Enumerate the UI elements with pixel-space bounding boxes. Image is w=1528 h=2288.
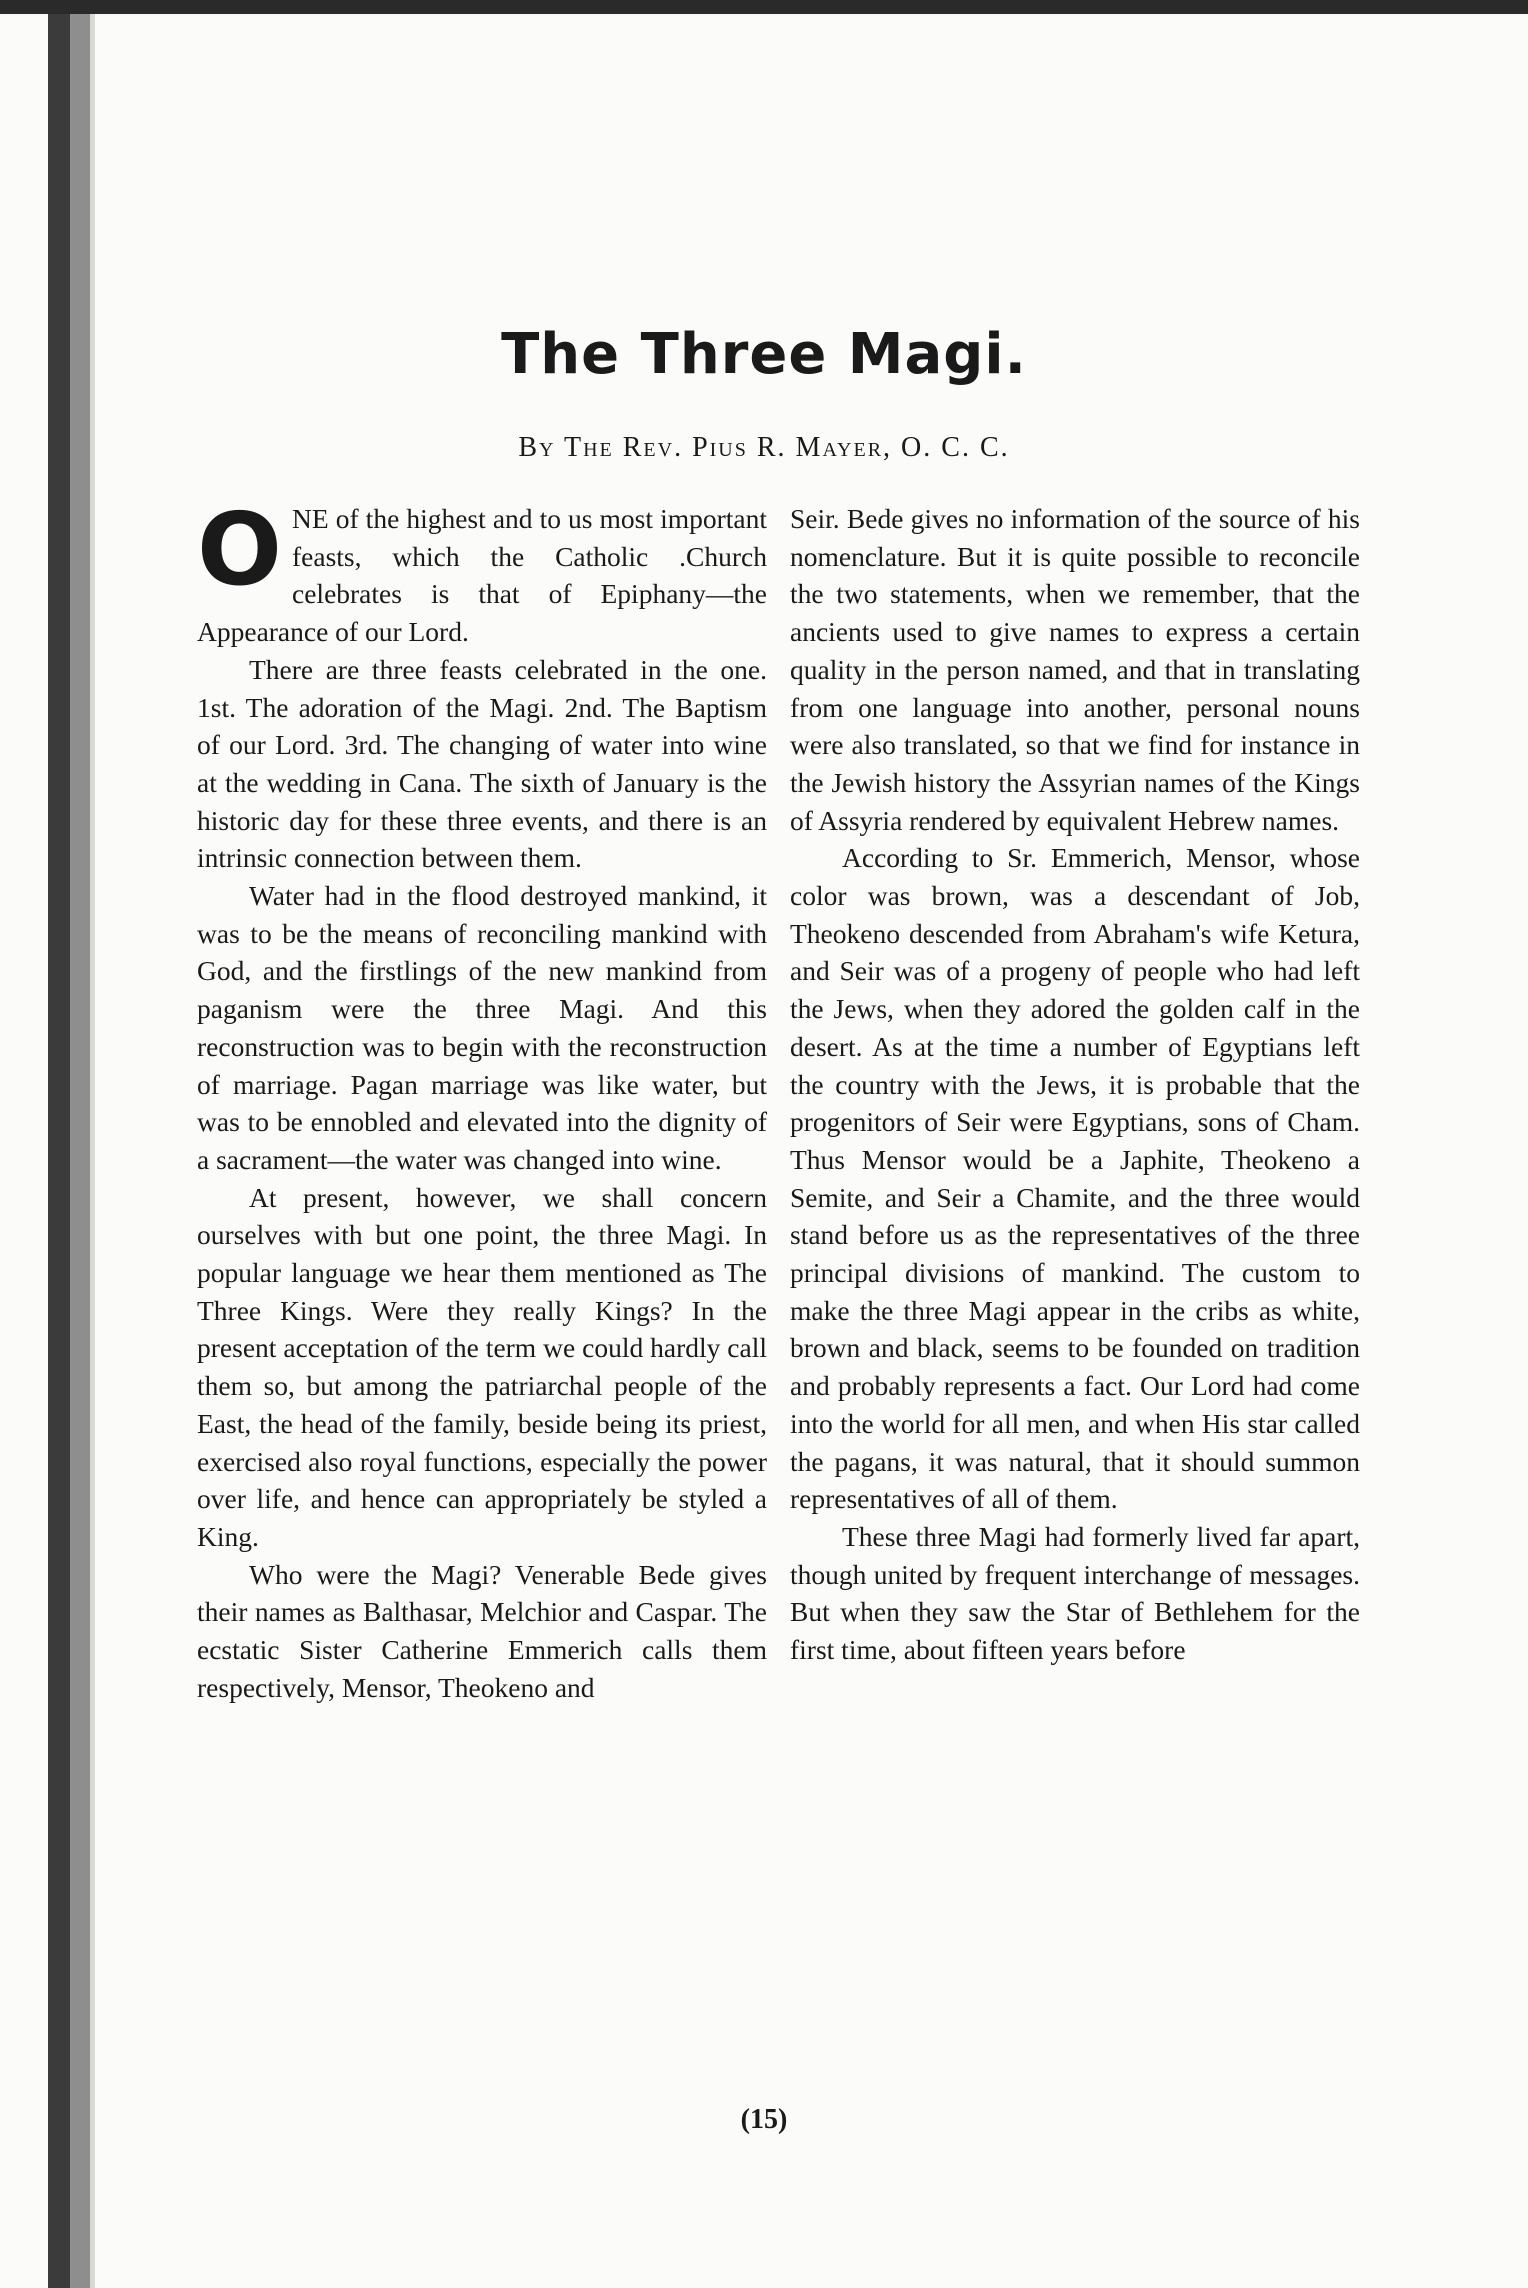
drop-cap: O <box>197 491 283 608</box>
paragraph-5: Who were the Magi? Venerable Bede gives their names as Balthasar, Melchior and Caspar. The ecstatic Sister Catherine Emmerich calls them respectively, Mensor, Theokeno and <box>197 1558 767 1703</box>
paragraph-2: There are three feasts celebrated in the one. 1st. The adoration of the Magi. 2nd. The Baptism of our Lord. 3rd. The changing of water into wine at the wedding in Cana. The sixth of January is the historic day for these three events, and there is an intrinsic connection between them. <box>197 653 767 874</box>
paragraph-6: According to Sr. Emmerich, Mensor, whose color was brown, was a descendant of Job, Theokeno descended from Abraham's wife Ketura, and Seir was of a progeny of people who had left the Jews, when they adored the golden calf in the desert. As at the time a number of Egyptians left the country with the Jews, it is probable that the progenitors of Seir were Egyptians, sons of Cham. Thus Mensor would be a Japhite, Theokeno a Semite, and Seir a Chamite, and the three would stand before us as the representatives of the three principal divisions of mankind. The custom to make the three Magi appear in the cribs as white, brown and black, seems to be founded on tradition and probably represents a fact. Our Lord had come into the world for all men, and when His star called the pagans, it was natural, that it should summon representatives of all of them. <box>790 842 1360 1515</box>
paragraph-1-text: NE of the highest and to us most important feasts, which the Catholic .Church celebrates is that of Epiphany—the Appearance of our Lord. <box>197 503 767 648</box>
paragraph-7: These three Magi had formerly lived far apart, though united by frequent interchange of messages. But when they saw the Star of Bethlehem for the first time, about fifteen years before <box>790 1520 1360 1666</box>
page-top-edge <box>0 0 1528 14</box>
paragraph-5-continued: Seir. Bede gives no information of the source of his nomenclature. But it is quite possible to reconcile the two statements, when we remember, that the ancients used to give names to express a certain quality in the person named, and that in translating from one language into another, personal nouns were also translated, so that we find for instance in the Jewish history the Assyrian names of the Kings of Assyria rendered by equivalent Hebrew names. <box>790 503 1360 836</box>
article-byline: By The Rev. Pius R. Mayer, O. C. C. <box>518 432 1010 463</box>
right-column <box>790 500 1360 1669</box>
left-column <box>197 491 767 1707</box>
paragraph-4: At present, however, we shall concern ourselves with but one point, the three Magi. In popular language we hear them mentioned as The Three Kings. Were they really Kings? In the present acceptation of the term we could hardly call them so, but among the patriarchal people of the East, the head of the family, beside being its priest, exercised also royal functions, especially the power over life, and hence can appropriately be styled a King. <box>197 1181 767 1552</box>
paragraph-3: Water had in the flood destroyed mankind, it was to be the means of reconciling mankind with God, and the firstlings of the new mankind from paganism were the three Magi. And this reconstruction was to begin with the reconstruction of marriage. Pagan marriage was like water, but was to be ennobled and elevated into the dignity of a sacrament—the water was changed into wine. <box>197 880 767 1175</box>
paragraph-1 <box>197 491 767 651</box>
page-number: (15) <box>740 2104 788 2135</box>
article-title: The Three Magi. <box>501 322 1027 387</box>
